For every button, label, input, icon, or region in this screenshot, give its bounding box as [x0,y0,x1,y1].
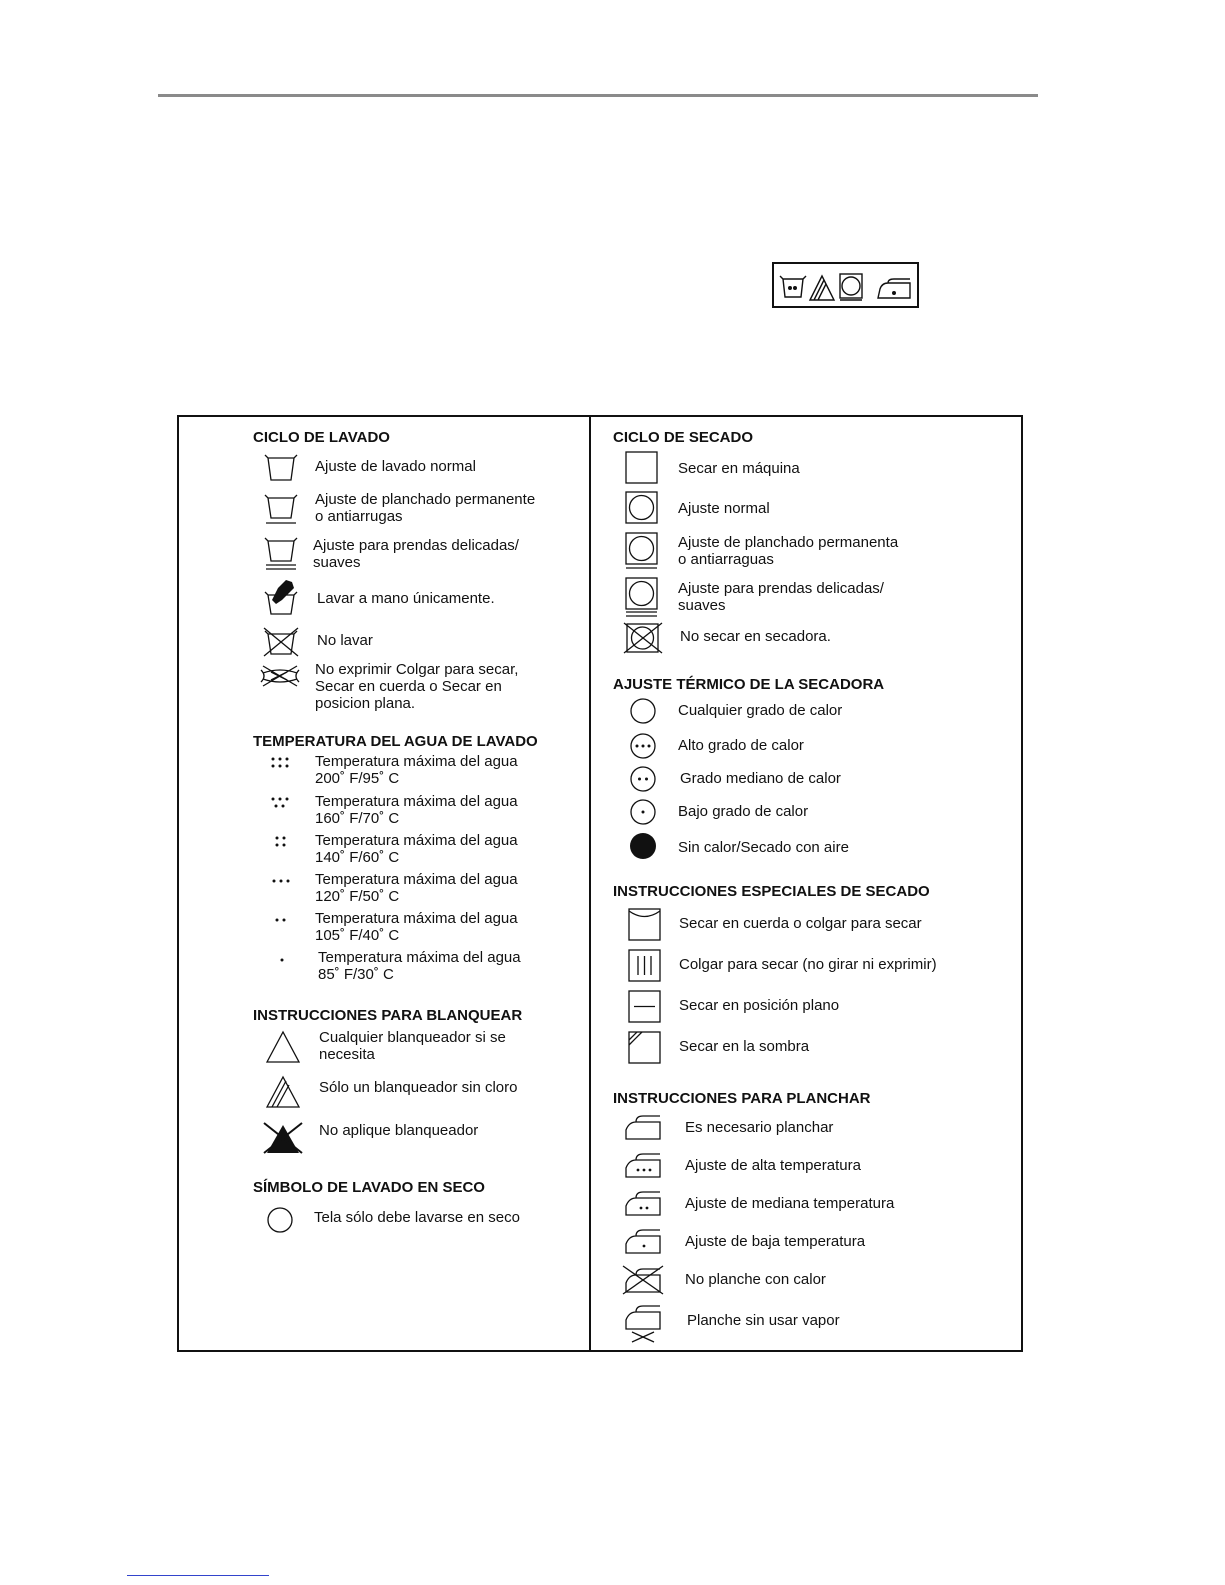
dryer-square-icon [625,451,659,485]
section-title-ironing: INSTRUCCIONES PARA PLANCHAR [613,1090,871,1107]
dry-clean-circle-icon [266,1206,294,1234]
item-text-heat-any: Cualquier grado de calor [678,702,843,719]
line-dry-icon [628,908,662,942]
washtub-icon [264,450,298,484]
any-bleach-triangle-icon [265,1030,301,1064]
iron-low-icon [624,1227,662,1255]
item-text-do-not-iron: No planche con calor [685,1271,826,1288]
tumble-dry-delicate-icon [625,577,659,617]
two-dots-icon [273,916,289,924]
section-title-special-dry: INSTRUCCIONES ESPECIALES DE SECADO [613,883,930,900]
item-text-heat-medium: Grado mediano de calor [680,770,841,787]
item-text-non-chlorine-bleach: Sólo un blanqueador sin cloro [319,1079,518,1096]
do-not-wring-icon [259,664,301,688]
item-text-dry-clean: Tela sólo debe lavarse en seco [314,1209,520,1226]
item-text-temp-95: Temperatura máxima del agua 200˚ F/95˚ C [315,753,518,787]
six-dots-icon [269,755,293,771]
heat-low-circle-icon [629,798,657,826]
item-text-any-bleach: Cualquier blanqueador si se necesita [319,1029,506,1063]
item-text-do-not-wash: No lavar [317,632,373,649]
tumble-dry-normal-icon [840,274,862,300]
column-divider [589,415,591,1350]
do-not-iron-icon [622,1264,664,1296]
section-title-dryer-heat: AJUSTE TÉRMICO DE LA SECADORA [613,676,885,693]
heat-medium-circle-icon [629,765,657,793]
section-title-water-temp: TEMPERATURA DEL AGUA DE LAVADO [253,733,538,750]
top-rule [158,94,1038,97]
item-text-do-not-wring: No exprimir Colgar para secar, Secar en cuerda o Secar en posicion plana. [315,661,519,712]
item-text-line-dry: Secar en cuerda o colgar para secar [679,915,922,932]
non-chlorine-bleach-icon [265,1075,301,1109]
item-text-temp-50: Temperatura máxima del agua 120˚ F/50˚ C [315,871,518,905]
item-text-no-heat: Sin calor/Secado con aire [678,839,849,856]
iron-low-icon [878,279,910,298]
one-dot-icon [278,956,286,964]
item-text-do-not-tumble-dry: No secar en secadora. [680,628,831,645]
item-text-dry-delicate: Ajuste para prendas delicadas/ suaves [678,580,884,614]
item-text-dry-permanent-press: Ajuste de planchado permanenta o antiarraguas [678,534,899,568]
iron-icon [624,1113,662,1141]
dry-flat-icon [628,990,662,1024]
tumble-dry-permanent-press-icon [625,532,659,570]
three-dots-icon [270,877,294,885]
item-text-do-not-bleach: No aplique blanqueador [319,1122,479,1139]
washtub-two-dots-icon [780,276,806,297]
washtub-delicate-icon [264,533,298,571]
item-text-dry-flat: Secar en posición plano [679,997,840,1014]
item-text-wash-permanent-press: Ajuste de planchado permanente o antiarrugas [315,491,536,525]
item-text-wash-delicate: Ajuste para prendas delicadas/ suaves [313,537,519,571]
section-title-dry-clean: SÍMBOLO DE LAVADO EN SECO [253,1179,485,1196]
hand-wash-icon [264,578,300,616]
heat-high-circle-icon [629,732,657,760]
dry-in-shade-icon [628,1031,662,1065]
iron-no-steam-icon [624,1303,662,1343]
iron-high-icon [624,1151,662,1179]
item-text-machine-dry: Secar en máquina [678,460,800,477]
footer-link-underline [127,1575,269,1576]
item-text-dry-normal: Ajuste normal [678,500,770,517]
item-text-heat-high: Alto grado de calor [678,737,804,754]
item-text-wash-normal: Ajuste de lavado normal [315,458,476,475]
item-text-temp-30: Temperatura máxima del agua 85˚ F/30˚ C [318,949,521,983]
item-text-temp-40: Temperatura máxima del agua 105˚ F/40˚ C [315,910,518,944]
item-text-temp-70: Temperatura máxima del agua 160˚ F/70˚ C [315,793,518,827]
do-not-bleach-icon [262,1121,304,1155]
do-not-wash-icon [264,626,298,658]
section-title-wash-cycle: CICLO DE LAVADO [253,429,390,446]
sample-care-label [772,262,919,308]
item-text-iron-high: Ajuste de alta temperatura [685,1157,861,1174]
four-dots-icon [273,834,289,850]
no-heat-filled-circle-icon [629,832,657,860]
item-text-hand-wash: Lavar a mano únicamente. [317,590,495,607]
item-text-dry-shade: Secar en la sombra [679,1038,810,1055]
five-dots-icon [269,795,293,811]
item-text-temp-60: Temperatura máxima del agua 140˚ F/60˚ C [315,832,518,866]
item-text-drip-dry: Colgar para secar (no girar ni exprimir) [679,956,937,973]
heat-any-circle-icon [629,697,657,725]
section-title-dry-cycle: CICLO DE SECADO [613,429,754,446]
section-title-bleach: INSTRUCCIONES PARA BLANQUEAR [253,1007,523,1024]
tumble-dry-normal-icon [625,491,659,525]
washtub-permanent-press-icon [264,490,298,526]
drip-dry-icon [628,949,662,983]
iron-medium-icon [624,1189,662,1217]
non-chlorine-bleach-icon [810,276,834,300]
item-text-iron: Es necesario planchar [685,1119,834,1136]
item-text-heat-low: Bajo grado de calor [678,803,809,820]
item-text-iron-no-steam: Planche sin usar vapor [687,1312,840,1329]
do-not-tumble-dry-icon [623,622,663,654]
item-text-iron-low: Ajuste de baja temperatura [685,1233,866,1250]
item-text-iron-medium: Ajuste de mediana temperatura [685,1195,895,1212]
